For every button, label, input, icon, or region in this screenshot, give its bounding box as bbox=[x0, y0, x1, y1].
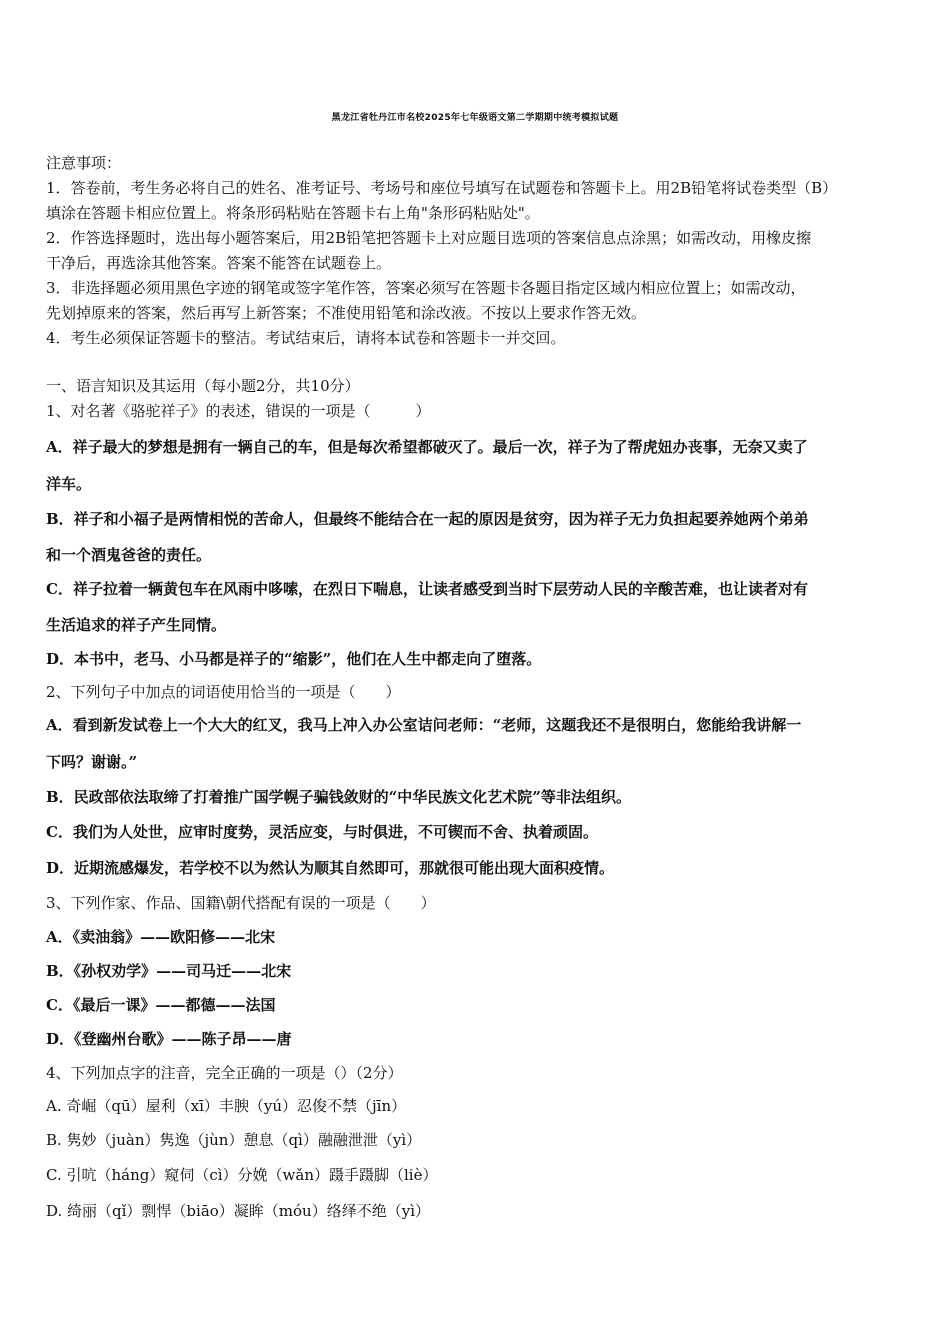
option-b: B. 隽妙（juàn）隽逸（jùn）憩息（qì）融融泄泄（yì） bbox=[46, 1131, 422, 1149]
option-b: B．民政部依法取缔了打着推广国学幌子骗钱敛财的“中华民族文化艺术院”等非法组织。 bbox=[46, 788, 631, 806]
notice-line: 干净后，再选涂其他答案。答案不能答在试题卷上。 bbox=[46, 254, 392, 272]
notice-line: 3．非选择题必须用黑色字迹的钢笔或签字笔作答，答案必须写在答题卡各题目指定区域内相应位置上；如需改动， bbox=[46, 279, 806, 297]
notice-line: 4．考生必须保证答题卡的整洁。考试结束后，请将本试卷和答题卡一并交回。 bbox=[46, 329, 566, 347]
option-a: A．《卖油翁》——欧阳修——北宋 bbox=[46, 928, 276, 946]
notice-line: 先划掉原来的答案，然后再写上新答案；不准使用铅笔和涂改液。不按以上要求作答无效。 bbox=[46, 304, 647, 322]
option-b: B．祥子和小福子是两情相悦的苦命人，但最终不能结合在一起的原因是贫穷，因为祥子无力负担起要养她两个弟弟 bbox=[46, 510, 809, 528]
notice-heading: 注意事项： bbox=[46, 154, 122, 172]
option-b-cont: 和一个酒鬼爸爸的责任。 bbox=[46, 546, 212, 564]
option-d: D．本书中，老马、小马都是祥子的“缩影”，他们在人生中都走向了堕落。 bbox=[46, 650, 542, 668]
option-a-cont: 下吗？谢谢。” bbox=[46, 753, 138, 771]
option-b: B．《孙权劝学》——司马迁——北宋 bbox=[46, 962, 292, 980]
option-d: D．《登幽州台歌》——陈子昂——唐 bbox=[46, 1030, 292, 1048]
option-c-cont: 生活追求的祥子产生同情。 bbox=[46, 616, 227, 634]
section-heading: 一、语言知识及其运用（每小题2分，共10分） bbox=[46, 377, 360, 395]
option-a: A．看到新发试卷上一个大大的红叉，我马上冲入办公室诘问老师：“老师，这题我还不是很明白，您能给我讲解一 bbox=[46, 716, 802, 734]
notice-line: 2．作答选择题时，选出每小题答案后，用2B铅笔把答题卡上对应题目选项的答案信息点涂黑；如需改动，用橡皮擦 bbox=[46, 229, 812, 247]
option-c: C．祥子拉着一辆黄包车在风雨中哆嗦，在烈日下喘息，让读者感受到当时下层劳动人民的辛酸苦难，也让读者对有 bbox=[46, 580, 808, 598]
option-a: A．祥子最大的梦想是拥有一辆自己的车，但是每次希望都破灭了。最后一次，祥子为了帮虎妞办丧事，无奈又卖了 bbox=[46, 438, 808, 456]
option-c: C．我们为人处世，应审时度势，灵活应变，与时俱进，不可锲而不舍、执着顽固。 bbox=[46, 823, 598, 841]
option-a-cont: 洋车。 bbox=[46, 475, 92, 493]
page-title: 黑龙江省牡丹江市名校2025年七年级语文第二学期期中统考模拟试题 bbox=[331, 113, 619, 123]
option-c: C．《最后一课》——都德——法国 bbox=[46, 996, 276, 1014]
notice-line: 填涂在答题卡相应位置上。将条形码粘贴在答题卡右上角"条形码粘贴处"。 bbox=[46, 204, 540, 222]
option-d: D. 绮丽（qǐ）剽悍（biāo）凝眸（móu）络绎不绝（yì） bbox=[46, 1202, 430, 1220]
question-stem: 4、下列加点字的注音，完全正确的一项是（）（2分） bbox=[46, 1064, 403, 1082]
question-stem: 2、下列句子中加点的词语使用恰当的一项是（ ） bbox=[46, 683, 401, 701]
question-stem: 3、下列作家、作品、国籍\朝代搭配有误的一项是（ ） bbox=[46, 894, 436, 912]
notice-line: 1．答卷前，考生务必将自己的姓名、准考证号、考场号和座位号填写在试题卷和答题卡上。用2B铅笔将试卷类型（B） bbox=[46, 179, 838, 197]
option-d: D．近期流感爆发，若学校不以为然认为顺其自然即可，那就很可能出现大面积疫情。 bbox=[46, 859, 615, 877]
option-a: A. 奇崛（qū）屋利（xī）丰腴（yú）忍俊不禁（jīn） bbox=[46, 1097, 407, 1115]
question-stem: 1、对名著《骆驼祥子》的表述，错误的一项是（ ） bbox=[46, 402, 431, 420]
option-c: C. 引吭（háng）窥伺（cì）分娩（wǎn）蹑手蹑脚（liè） bbox=[46, 1166, 438, 1184]
